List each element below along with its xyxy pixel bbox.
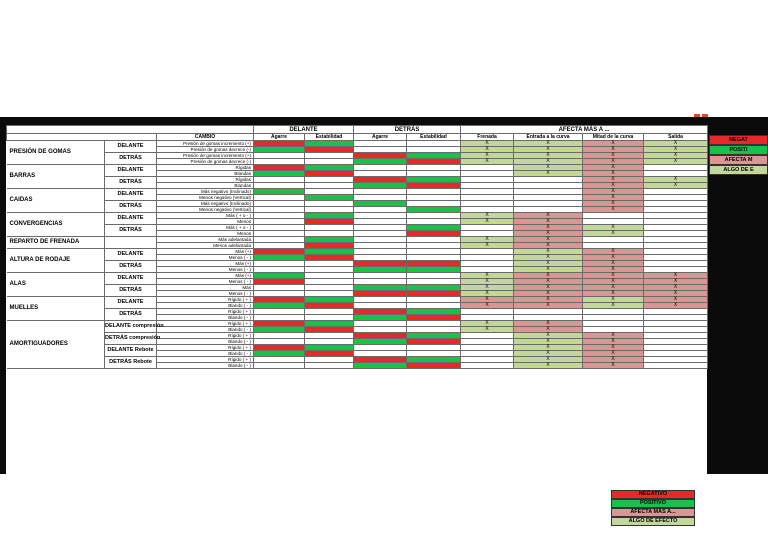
header-mitad: Mitad de la curva xyxy=(583,134,644,141)
side-legend-afecta: AFECTA M xyxy=(709,155,768,165)
change-label: Blando ( - ) xyxy=(157,315,254,321)
cell-entrada: X xyxy=(514,219,583,225)
cell-mitad: X xyxy=(583,147,644,153)
cell-agarre-detras xyxy=(354,363,407,369)
cell-mitad: X xyxy=(583,279,644,285)
change-label: Rígido ( + ) xyxy=(157,357,254,363)
header-entrada: Entrada a la curva xyxy=(514,134,583,141)
category-label: BARRAS xyxy=(7,165,105,189)
cell-entrada: X xyxy=(514,333,583,339)
cell-entrada: X xyxy=(514,159,583,165)
side-legend-positivo: POSITI xyxy=(709,145,768,155)
change-label: Rígido ( + ) xyxy=(157,333,254,339)
cell-frenada: X xyxy=(461,273,514,279)
setup-table xyxy=(6,125,708,369)
change-label: Más adelantada xyxy=(157,237,254,243)
cell-mitad: X xyxy=(583,333,644,339)
change-label: Rígidas xyxy=(157,177,254,183)
position-label: DELANTE xyxy=(105,213,157,225)
cell-mitad: X xyxy=(583,303,644,309)
category-label: MUELLES xyxy=(7,297,105,321)
cell-entrada: X xyxy=(514,225,583,231)
header-estabilidad-detras: Estabilidad xyxy=(407,134,461,141)
change-label: Blando ( - ) xyxy=(157,339,254,345)
cell-mitad: X xyxy=(583,159,644,165)
cell-salida: X xyxy=(644,141,708,147)
cell-entrada: X xyxy=(514,327,583,333)
spreadsheet-frame xyxy=(0,123,768,474)
cell-salida xyxy=(644,363,708,369)
change-label: Más negativo (Inclinado) xyxy=(157,201,254,207)
legend-afecta: AFECTA MÁS A... xyxy=(611,508,695,517)
cell-salida: X xyxy=(644,303,708,309)
change-label: Más xyxy=(157,285,254,291)
cell-mitad: X xyxy=(583,249,644,255)
spreadsheet xyxy=(6,125,707,474)
change-label: Blando ( - ) xyxy=(157,303,254,309)
position-label: DETRÁS xyxy=(105,225,157,237)
cell-mitad: X xyxy=(583,207,644,213)
cell-mitad: X xyxy=(583,153,644,159)
header-afecta: AFECTA MÁS A ... xyxy=(461,126,708,134)
header-salida: Salida xyxy=(644,134,708,141)
header-cambio: CAMBIO xyxy=(157,134,254,141)
position-label: DETRÁS compresión xyxy=(105,333,157,345)
cell-entrada: X xyxy=(514,291,583,297)
cell-estabilidad-detras xyxy=(407,363,461,369)
header-frenada: Frenada xyxy=(461,134,514,141)
change-label: Blandas xyxy=(157,171,254,177)
change-label: Presión de gomas incremento (+) xyxy=(157,153,254,159)
legend-algo: ALGO DE EFECTO xyxy=(611,517,695,526)
cell-entrada: X xyxy=(514,237,583,243)
cell-salida: X xyxy=(644,177,708,183)
position-label: DELANTE xyxy=(105,297,157,309)
position-label: DELANTE xyxy=(105,189,157,201)
cell-entrada: X xyxy=(514,285,583,291)
change-label: Más (+) xyxy=(157,249,254,255)
change-label: Rígidas xyxy=(157,165,254,171)
cell-salida: X xyxy=(644,279,708,285)
cell-salida: X xyxy=(644,183,708,189)
legend-negativo: NEGATIVO xyxy=(611,490,695,499)
cell-frenada: X xyxy=(461,153,514,159)
cell-entrada: X xyxy=(514,261,583,267)
cell-mitad: X xyxy=(583,273,644,279)
cell-frenada: X xyxy=(461,291,514,297)
category-label: ALAS xyxy=(7,273,105,297)
cell-mitad: X xyxy=(583,363,644,369)
change-label: Más ( + o - ) xyxy=(157,213,254,219)
corner-mark xyxy=(694,114,700,117)
cell-estabilidad-delante xyxy=(305,363,354,369)
cell-mitad: X xyxy=(583,339,644,345)
cell-entrada: X xyxy=(514,273,583,279)
change-label: Menos ( - ) xyxy=(157,267,254,273)
change-label: Presión de gomas decrece (-) xyxy=(157,147,254,153)
category-label: REPARTO DE FRENADA xyxy=(7,237,105,249)
cell-frenada: X xyxy=(461,327,514,333)
cell-mitad: X xyxy=(583,183,644,189)
change-label: Menos xyxy=(157,231,254,237)
cell-entrada: X xyxy=(514,213,583,219)
cell-frenada: X xyxy=(461,243,514,249)
cell-frenada: X xyxy=(461,237,514,243)
change-label: Blando ( - ) xyxy=(157,363,254,369)
cell-entrada: X xyxy=(514,351,583,357)
position-label xyxy=(105,237,157,249)
cell-mitad: X xyxy=(583,345,644,351)
change-label: Rígido ( + ) xyxy=(157,297,254,303)
position-label: DELANTE xyxy=(105,273,157,285)
cell-mitad: X xyxy=(583,255,644,261)
cell-frenada: X xyxy=(461,213,514,219)
change-label: Menos ( - ) xyxy=(157,255,254,261)
change-label: Menos negativo (Vertical) xyxy=(157,195,254,201)
position-label: DELANTE Rebote xyxy=(105,345,157,357)
cell-salida: X xyxy=(644,153,708,159)
position-label: DETRÁS xyxy=(105,153,157,165)
change-label: Menos negativo (Vertical) xyxy=(157,207,254,213)
cell-mitad: X xyxy=(583,297,644,303)
cell-entrada: X xyxy=(514,165,583,171)
position-label: DELANTE xyxy=(105,249,157,261)
change-label: Rígido ( + ) xyxy=(157,309,254,315)
cell-entrada: X xyxy=(514,243,583,249)
change-label: Más (+) xyxy=(157,261,254,267)
cell-entrada: X xyxy=(514,267,583,273)
side-legend xyxy=(709,135,768,175)
cell-frenada: X xyxy=(461,279,514,285)
cell-mitad: X xyxy=(583,291,644,297)
header-delante: DELANTE xyxy=(254,126,354,134)
position-label: DETRÁS xyxy=(105,261,157,273)
cell-entrada: X xyxy=(514,141,583,147)
cell-mitad: X xyxy=(583,225,644,231)
change-label: Más (+) xyxy=(157,273,254,279)
category-label: PRESIÓN DE GOMAS xyxy=(7,141,105,165)
cell-salida: X xyxy=(644,285,708,291)
cell-entrada: X xyxy=(514,231,583,237)
cell-frenada: X xyxy=(461,297,514,303)
change-label: Más ( + o - ) xyxy=(157,225,254,231)
cell-frenada: X xyxy=(461,147,514,153)
change-label: Presión de gomas incremento (+) xyxy=(157,141,254,147)
change-label: Blandas xyxy=(157,183,254,189)
change-label: Blando ( - ) xyxy=(157,351,254,357)
cell-salida: X xyxy=(644,159,708,165)
cell-salida: X xyxy=(644,273,708,279)
category-label: ALTURA DE RODAJE xyxy=(7,249,105,273)
cell-frenada: X xyxy=(461,219,514,225)
category-label: CONVERGENCIAS xyxy=(7,213,105,237)
cell-entrada: X xyxy=(514,255,583,261)
position-label: DETRÁS xyxy=(105,309,157,321)
cell-frenada: X xyxy=(461,141,514,147)
position-label: DETRÁS xyxy=(105,285,157,297)
cell-mitad: X xyxy=(583,171,644,177)
position-label: DETRÁS Rebote xyxy=(105,357,157,369)
table-body xyxy=(7,141,708,369)
legend-positivo: POSITIVO xyxy=(611,499,695,508)
cell-entrada: X xyxy=(514,357,583,363)
cell-entrada: X xyxy=(514,339,583,345)
position-label: DELANTE xyxy=(105,165,157,177)
cell-mitad: X xyxy=(583,189,644,195)
change-label: Rígido ( + ) xyxy=(157,345,254,351)
change-label: Presión de gomas decrece (-) xyxy=(157,159,254,165)
cell-mitad: X xyxy=(583,261,644,267)
cell-frenada: X xyxy=(461,285,514,291)
cell-salida: X xyxy=(644,291,708,297)
cell-entrada: X xyxy=(514,321,583,327)
cell-entrada: X xyxy=(514,171,583,177)
cell-frenada xyxy=(461,363,514,369)
change-label: Menos xyxy=(157,219,254,225)
change-label: Rígido ( + ) xyxy=(157,321,254,327)
change-label: Más negativo (Inclinado) xyxy=(157,189,254,195)
cell-frenada: X xyxy=(461,321,514,327)
category-label: AMORTIGUADORES xyxy=(7,321,105,369)
cell-frenada: X xyxy=(461,303,514,309)
cell-mitad: X xyxy=(583,351,644,357)
position-label: DETRÁS xyxy=(105,177,157,189)
position-label: DETRÁS xyxy=(105,201,157,213)
side-legend-negativo: NEGAT xyxy=(709,135,768,145)
cell-mitad: X xyxy=(583,195,644,201)
position-label: DELANTE compresión xyxy=(105,321,157,333)
header-estabilidad-delante: Estabilidad xyxy=(305,134,354,141)
change-label: Blando ( - ) xyxy=(157,327,254,333)
cell-entrada: X xyxy=(514,303,583,309)
cell-entrada: X xyxy=(514,279,583,285)
legend xyxy=(611,490,695,526)
change-label: Menos ( - ) xyxy=(157,279,254,285)
cell-entrada: X xyxy=(514,147,583,153)
category-label: CAIDAS xyxy=(7,189,105,213)
cell-mitad: X xyxy=(583,165,644,171)
cell-mitad: X xyxy=(583,357,644,363)
cell-entrada: X xyxy=(514,345,583,351)
cell-entrada: X xyxy=(514,363,583,369)
cell-salida: X xyxy=(644,297,708,303)
cell-mitad: X xyxy=(583,177,644,183)
header-blank xyxy=(7,126,254,134)
corner-mark xyxy=(702,114,708,117)
cell-entrada: X xyxy=(514,297,583,303)
header-agarre-detras: Agarre xyxy=(354,134,407,141)
cell-mitad: X xyxy=(583,231,644,237)
position-label: DELANTE xyxy=(105,141,157,153)
cell-mitad: X xyxy=(583,267,644,273)
cell-mitad: X xyxy=(583,285,644,291)
change-label: Menos adelantada xyxy=(157,243,254,249)
cell-mitad: X xyxy=(583,201,644,207)
header-detras: DETRÁS xyxy=(354,126,461,134)
cell-entrada: X xyxy=(514,249,583,255)
header-agarre-delante: Agarre xyxy=(254,134,305,141)
cell-frenada: X xyxy=(461,159,514,165)
cell-mitad: X xyxy=(583,141,644,147)
side-legend-algo: ALGO DE E xyxy=(709,165,768,175)
cell-salida: X xyxy=(644,147,708,153)
header-blank xyxy=(7,134,157,141)
cell-agarre-delante xyxy=(254,363,305,369)
cell-entrada: X xyxy=(514,153,583,159)
change-label: Menos ( - ) xyxy=(157,291,254,297)
